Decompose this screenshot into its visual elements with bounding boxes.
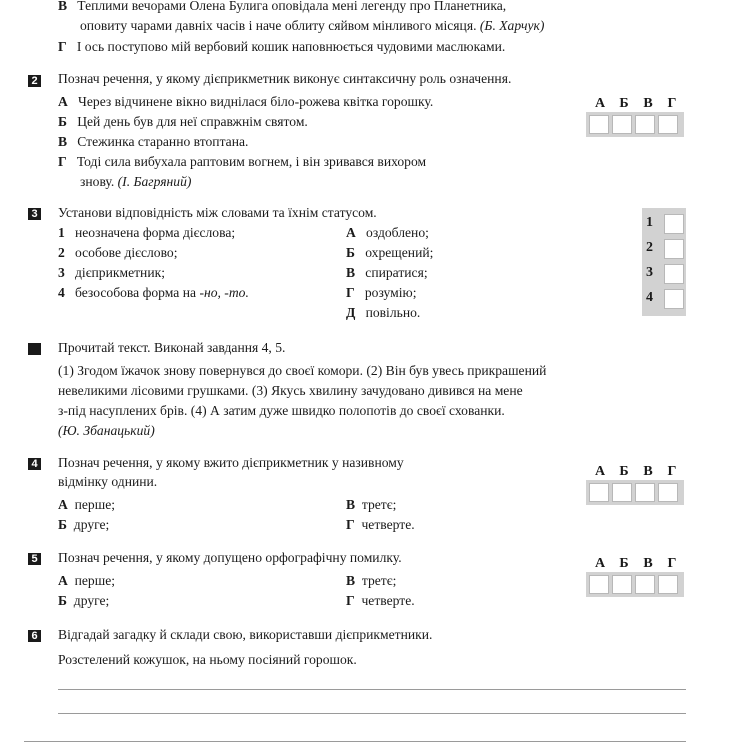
variant-text-cont: оповиту чарами давніх часів і наче облиту сяйвом мінливого місяця. — [80, 18, 477, 33]
option-text: Через відчинене вікно виднілася біло-рожева квітка горошку. — [78, 94, 434, 109]
variant-letter: Г — [58, 39, 67, 54]
answer-line-3[interactable] — [24, 741, 686, 742]
author-credit: (І. Багряний) — [117, 174, 192, 189]
option-letter: В — [346, 573, 356, 588]
task4-option-b — [58, 517, 109, 533]
answer-box[interactable] — [612, 483, 632, 502]
task4-question: Познач речення, у якому вжито дієприкметник у називному — [58, 455, 404, 470]
task3-left-3 — [58, 265, 165, 281]
option-text: Тоді сила вибухала раптовим вогнем, і він зривався вихором — [76, 154, 427, 169]
reading-line-2: невеликими лісовими грушками. (3) Якусь хвилину зачудовано дивився на мене — [58, 383, 523, 398]
task5-option-b — [58, 593, 109, 609]
task4-option-v — [346, 497, 396, 513]
item-text: неозначена форма дієслова; — [75, 225, 236, 240]
task6-riddle: Розстелений кожушок, на ньому посіяний горошок. — [58, 652, 357, 667]
task2-option-a — [58, 94, 433, 110]
matching-grid-task3 — [642, 208, 686, 316]
option-letter: Б — [58, 114, 67, 129]
option-letter: Г — [346, 517, 355, 532]
task3-right-g — [346, 285, 416, 301]
item-text: спиратися; — [365, 265, 428, 280]
answer-line-1[interactable] — [58, 689, 686, 690]
grid-letter: В — [643, 464, 653, 479]
task4-option-g — [346, 517, 415, 533]
item-number: 3 — [58, 265, 65, 280]
answer-box[interactable] — [635, 483, 655, 502]
reading-author: (Ю. Збанацький) — [58, 423, 155, 438]
task6-question: Відгадай загадку й склади свою, використавши дієприкметники. — [58, 627, 433, 642]
task3-right-a — [346, 225, 429, 241]
reading-marker — [28, 343, 41, 355]
item-letter: Г — [346, 285, 355, 300]
answer-box[interactable] — [658, 575, 678, 594]
option-letter: А — [58, 94, 68, 109]
top-variant-v — [58, 0, 506, 14]
reading-title: Прочитай текст. Виконай завдання 4, 5. — [58, 340, 286, 355]
row-number: 2 — [646, 240, 653, 255]
item-letter: А — [346, 225, 356, 240]
task-number-4: 4 — [28, 458, 41, 470]
grid-letter: А — [594, 464, 606, 479]
grid-letter: В — [643, 96, 653, 111]
option-letter: Б — [58, 593, 67, 608]
answer-box[interactable] — [658, 483, 678, 502]
variant-text: І ось поступово мій вербовий кошик наповнюється чудовими маслюками. — [76, 39, 506, 54]
answer-box[interactable] — [635, 575, 655, 594]
task-number-3: 3 — [28, 208, 41, 220]
item-number: 2 — [58, 245, 65, 260]
grid-letter: Б — [619, 556, 629, 571]
option-text: Цей день був для неї справжнім святом. — [77, 114, 308, 129]
option-letter: А — [58, 497, 68, 512]
grid-letter: А — [594, 96, 606, 111]
task3-left-2 — [58, 245, 178, 261]
option-letter: В — [58, 134, 68, 149]
task3-left-4 — [58, 285, 249, 301]
grid-letter: Б — [619, 96, 629, 111]
option-text: четверте. — [361, 517, 415, 532]
task3-question: Установи відповідність між словами та їхнім статусом. — [58, 205, 377, 220]
item-text: оздоблено; — [366, 225, 429, 240]
answer-box[interactable] — [658, 115, 678, 134]
task4-question-cont: відмінку однини. — [58, 474, 158, 489]
task-number-6: 6 — [28, 630, 41, 642]
grid-letter: Г — [667, 96, 677, 111]
option-text: друге; — [73, 593, 110, 608]
match-box[interactable] — [664, 289, 684, 309]
grid-letter: Г — [667, 556, 677, 571]
option-letter: Г — [58, 154, 67, 169]
grid-letter: Г — [667, 464, 677, 479]
task2-option-b — [58, 114, 308, 130]
option-text: друге; — [73, 517, 110, 532]
row-number: 4 — [646, 290, 653, 305]
top-variant-g — [58, 39, 505, 55]
answer-box[interactable] — [612, 115, 632, 134]
option-text: перше; — [74, 497, 116, 512]
item-text: розумію; — [364, 285, 417, 300]
item-letter: Б — [346, 245, 355, 260]
item-text: безособова форма на — [75, 285, 197, 300]
answer-line-2[interactable] — [58, 713, 686, 714]
grid-letter: А — [594, 556, 606, 571]
reading-line-3: з-під насуплених брів. (4) А затим дуже швидко полопотів до своєї схованки. — [58, 403, 505, 418]
task3-right-d — [346, 305, 420, 321]
match-box[interactable] — [664, 214, 684, 234]
match-box[interactable] — [664, 264, 684, 284]
answer-grid-task4 — [588, 464, 684, 505]
item-text: особове дієслово; — [75, 245, 178, 260]
variant-letter: В — [58, 0, 68, 13]
task2-option-g-cont — [80, 174, 191, 190]
row-number: 3 — [646, 265, 653, 280]
answer-box[interactable] — [589, 575, 609, 594]
answer-box[interactable] — [589, 115, 609, 134]
row-number: 1 — [646, 215, 653, 230]
task4-option-a — [58, 497, 115, 513]
option-text: Стежинка старанно втоптана. — [77, 134, 249, 149]
item-letter: В — [346, 265, 356, 280]
option-text: перше; — [74, 573, 116, 588]
task5-option-g — [346, 593, 415, 609]
task5-option-v — [346, 573, 396, 589]
task3-left-1 — [58, 225, 235, 241]
option-text: третє; — [361, 497, 397, 512]
task2-option-v — [58, 134, 248, 150]
item-text: охрещений; — [365, 245, 434, 260]
option-letter: Г — [346, 593, 355, 608]
reading-line-1: (1) Згодом їжачок знову повернувся до своєї комори. (2) Він був увесь прикрашений — [58, 363, 547, 378]
task5-question: Познач речення, у якому допущено орфографічну помилку. — [58, 550, 402, 565]
item-number: 1 — [58, 225, 65, 240]
author-credit: (Б. Харчук) — [479, 18, 545, 33]
option-letter: Б — [58, 517, 67, 532]
grid-letter: Б — [619, 464, 629, 479]
task5-option-a — [58, 573, 115, 589]
task-number-2: 2 — [28, 75, 41, 87]
task2-option-g — [58, 154, 426, 170]
item-number: 4 — [58, 285, 65, 300]
answer-grid-task2 — [588, 96, 684, 137]
item-letter: Д — [346, 305, 356, 320]
option-letter: В — [346, 497, 356, 512]
option-text-cont: знову. — [80, 174, 115, 189]
top-variant-v-line2 — [80, 18, 544, 34]
match-box[interactable] — [664, 239, 684, 259]
variant-text: Теплими вечорами Олена Булига оповідала мені легенду про Планетника, — [77, 0, 507, 13]
item-text: повільно. — [365, 305, 421, 320]
task-number-5: 5 — [28, 553, 41, 565]
answer-box[interactable] — [612, 575, 632, 594]
option-letter: А — [58, 573, 68, 588]
item-text: дієприкметник; — [75, 265, 165, 280]
grid-letter: В — [643, 556, 653, 571]
answer-grid-task5 — [588, 556, 684, 597]
task3-right-v — [346, 265, 428, 281]
item-suffix: -но, -то. — [199, 285, 249, 300]
task3-right-b — [346, 245, 433, 261]
answer-box[interactable] — [635, 115, 655, 134]
answer-box[interactable] — [589, 483, 609, 502]
task2-question: Познач речення, у якому дієприкметник виконує синтаксичну роль означення. — [58, 71, 512, 86]
option-text: третє; — [361, 573, 397, 588]
option-text: четверте. — [361, 593, 415, 608]
